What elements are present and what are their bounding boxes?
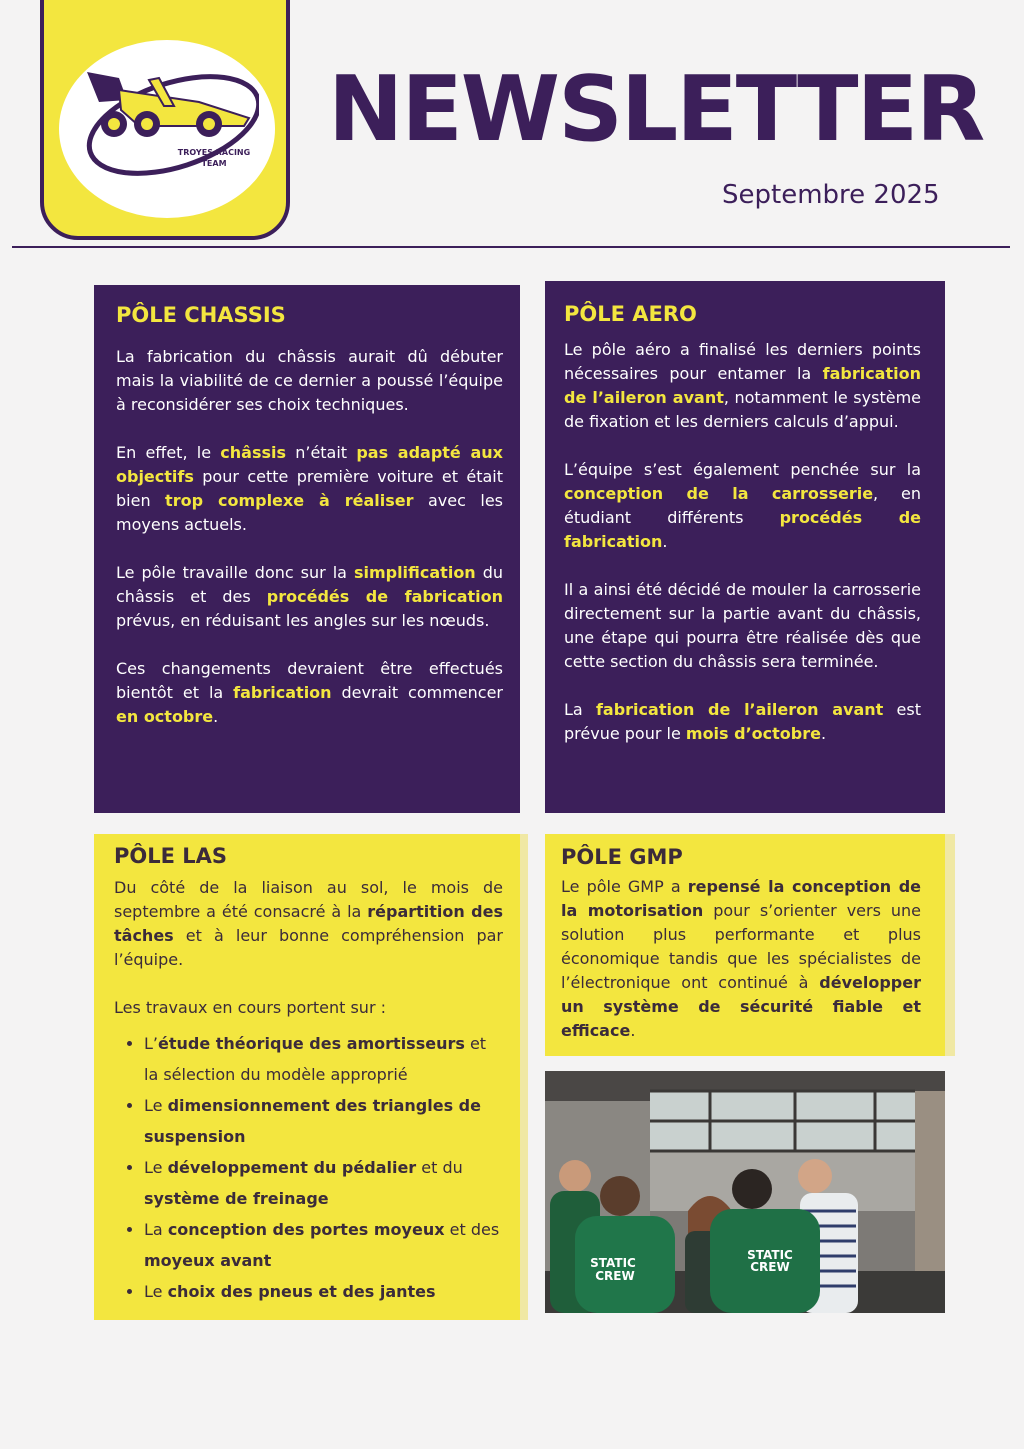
team-logo-badge (40, 0, 290, 240)
las-paragraph-1: Du côté de la liaison au sol, le mois de septembre a été consacré à la répartition des tâches et à leur bonne compréhension par l’équipe. (114, 878, 503, 969)
list-item: • Le dimensionnement des triangles de suspension (144, 1090, 503, 1152)
chassis-section (94, 285, 520, 813)
chassis-paragraph-2: En effet, le châssis n’était pas adapté aux objectifs pour cette première voiture et était bien trop complexe à réaliser avec les moyens actuels. (116, 443, 504, 534)
las-paragraph-2: Les travaux en cours portent sur : (114, 998, 386, 1017)
race-car-logo-icon (79, 60, 259, 200)
aero-paragraph-4: La fabrication de l’aileron avant est prévue pour le mois d’octobre. (564, 700, 921, 743)
team-photo (545, 1071, 945, 1313)
chassis-paragraph-4: Ces changements devraient être effectués bientôt et la fabrication devrait commencer en octobre. (116, 659, 504, 726)
gmp-title: PÔLE GMP (561, 845, 683, 869)
las-section (94, 834, 520, 1320)
chassis-title: PÔLE CHASSIS (116, 303, 286, 327)
aero-paragraph-3: Il a ainsi été décidé de mouler la carrosserie directement sur la partie avant du châssis, une étape qui pourra être réalisée dès que cette section du châssis sera terminée. (564, 580, 921, 671)
chassis-paragraph-3: Le pôle travaille donc sur la simplification du châssis et des procédés de fabrication prévus, en réduisant les angles sur les nœuds. (116, 563, 503, 630)
aero-paragraph-2: L’équipe s’est également penchée sur la conception de la carrosserie, en étudiant différents procédés de fabrication. (564, 460, 921, 551)
aero-section (545, 281, 945, 813)
aero-title: PÔLE AERO (564, 302, 697, 326)
issue-date: Septembre 2025 (722, 180, 940, 210)
list-item: • Le développement du pédalier et du système de freinage (144, 1152, 503, 1214)
las-task-list (114, 1028, 503, 1307)
page-title: NEWSLETTER (328, 57, 984, 162)
gmp-paragraph-1: Le pôle GMP a repensé la conception de la motorisation pour s’orienter vers une solution plus performante et plus économique tandis que les spécialistes de l’électronique ont continué à développer un système de sécurité fiable et efficace. (561, 877, 921, 1040)
list-item: • L’étude théorique des amortisseurs et la sélection du modèle approprié (144, 1028, 503, 1090)
shirt-text-left-line2: CREW (595, 1269, 635, 1283)
shirt-text-right-line2: CREW (750, 1260, 790, 1274)
team-logo (59, 40, 275, 218)
logo-text-line1: TROYES RACING (177, 148, 251, 157)
las-title: PÔLE LAS (114, 844, 228, 868)
shirt-text-right-line1: STATIC (747, 1248, 793, 1262)
team-photo-illustration (545, 1071, 945, 1313)
header-divider (12, 246, 1010, 248)
gmp-section (545, 834, 945, 1056)
aero-paragraph-1: Le pôle aéro a finalisé les derniers points nécessaires pour entamer la fabrication de l’aileron avant, notamment le système de fixation et les derniers calculs d’appui. (564, 340, 921, 431)
list-item: • La conception des portes moyeux et des moyeux avant (144, 1214, 503, 1276)
logo-text-line2: TEAM (201, 159, 227, 168)
chassis-paragraph-1: La fabrication du châssis aurait dû débuter mais la viabilité de ce dernier a poussé l’équipe à reconsidérer ses choix techniques. (116, 347, 503, 414)
shirt-text-left-line1: STATIC (590, 1256, 636, 1270)
list-item: • Le choix des pneus et des jantes (144, 1276, 503, 1307)
